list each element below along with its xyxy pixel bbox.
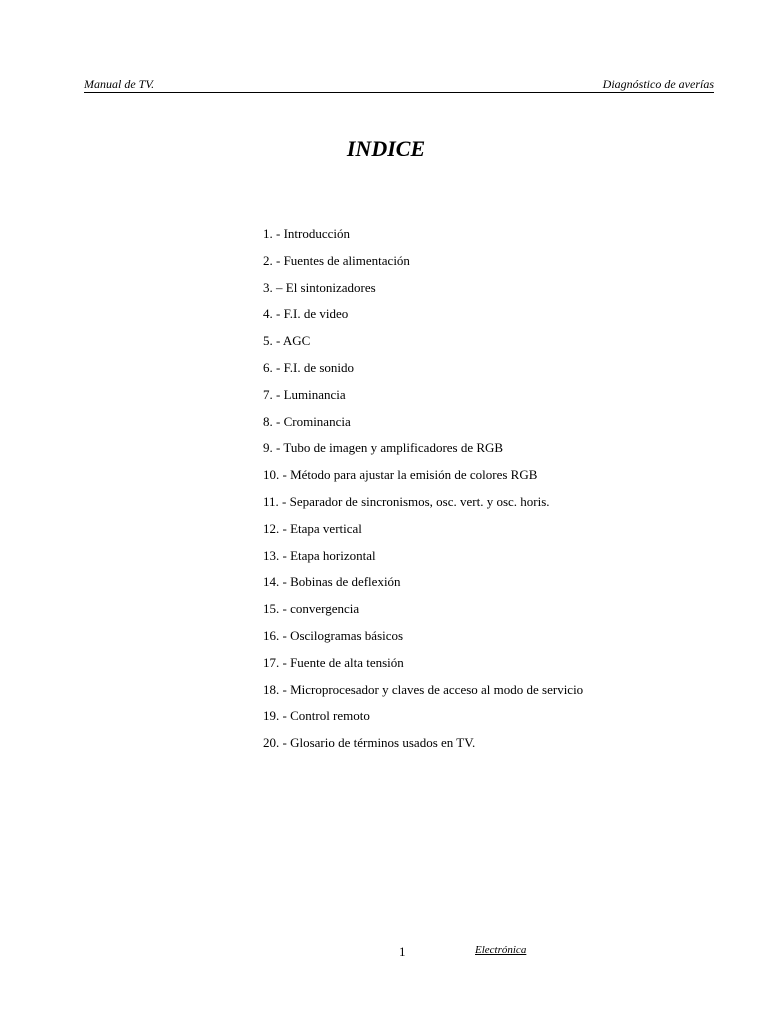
toc-item: 3. – El sintonizadores	[263, 279, 376, 295]
page-title: INDICE	[346, 136, 426, 161]
header-manual-title: Manual de TV.	[84, 77, 155, 91]
toc-item: 8. - Crominancia	[263, 413, 351, 429]
toc-item: 18. - Microprocesador y claves de acceso al modo de servicio	[263, 681, 584, 697]
toc-item: 20. - Glosario de términos usados en TV.	[263, 735, 476, 751]
page-number: 1	[399, 944, 406, 959]
page-header	[84, 76, 714, 93]
toc-item: 14. - Bobinas de deflexión	[263, 574, 401, 590]
toc-item: 1. - Introducción	[263, 226, 351, 241]
toc-item: 19. - Control remoto	[263, 708, 370, 724]
toc-item: 2. - Fuentes de alimentación	[263, 252, 410, 268]
footer-label: Electrónica	[475, 944, 527, 956]
toc-item: 15. - convergencia	[263, 601, 360, 617]
toc-item: 6. - F.I. de sonido	[263, 359, 355, 375]
toc-item: 5. - AGC	[263, 333, 311, 349]
table-of-contents	[263, 225, 583, 761]
toc-item: 11. - Separador de sincronismos, osc. vert. y osc. horis.	[263, 493, 550, 509]
toc-item: 12. - Etapa vertical	[263, 520, 362, 536]
toc-item: 9. - Tubo de imagen y amplificadores de RGB	[263, 440, 504, 456]
toc-item: 10. - Método para ajustar la emisión de colores RGB	[263, 467, 538, 483]
header-section-title: Diagnóstico de averías	[602, 77, 714, 91]
toc-item: 16. - Oscilogramas básicos	[263, 627, 404, 643]
toc-item: 17. - Fuente de alta tensión	[263, 654, 404, 670]
toc-item: 7. - Luminancia	[263, 386, 346, 402]
toc-item: 13. - Etapa horizontal	[263, 547, 376, 563]
toc-item: 4. - F.I. de video	[263, 306, 349, 322]
